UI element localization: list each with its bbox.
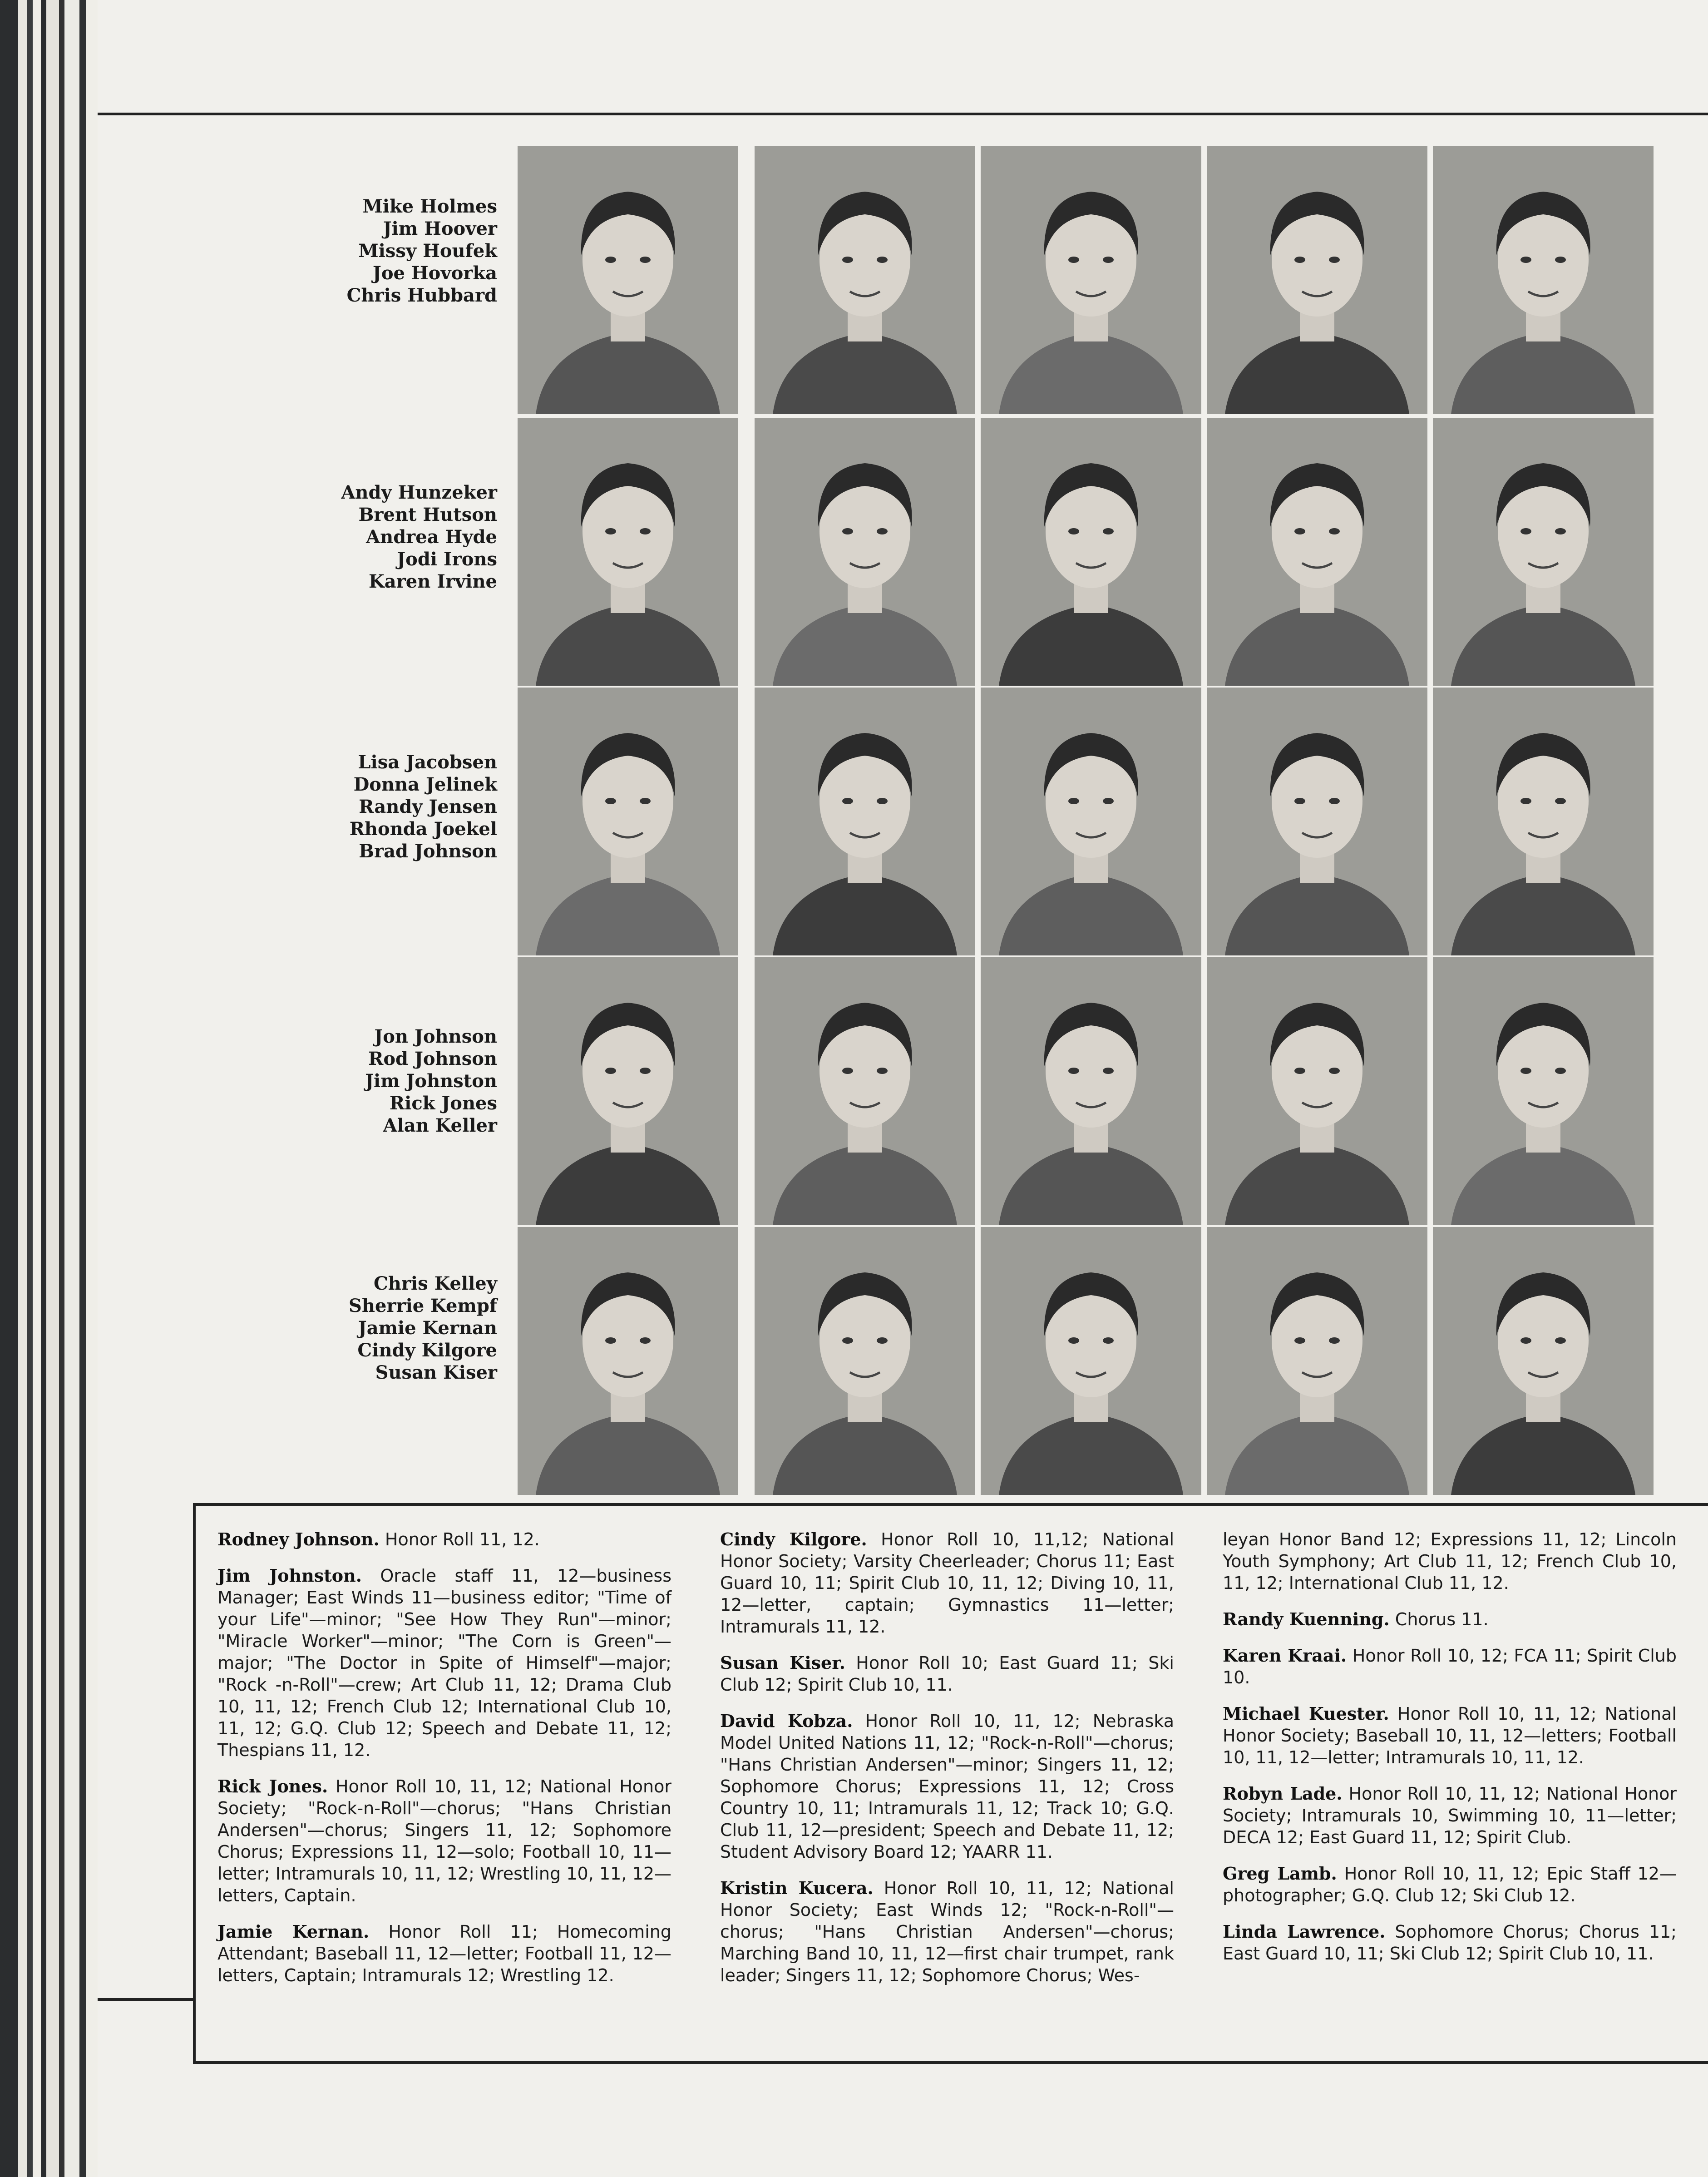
activity-entry bbox=[217, 1921, 671, 1986]
activity-student-name: David Kobza. bbox=[720, 1711, 853, 1731]
student-name: Joe Hovorka bbox=[372, 262, 497, 284]
student-name: Andy Hunzeker bbox=[341, 482, 497, 503]
row-names-2 bbox=[179, 481, 497, 593]
activity-student-name: Karen Kraai. bbox=[1223, 1645, 1347, 1666]
student-portrait bbox=[981, 957, 1201, 1225]
student-name: Brad Johnson bbox=[359, 841, 497, 862]
student-name: Jim Hoover bbox=[383, 218, 497, 239]
student-portrait bbox=[1433, 957, 1654, 1225]
activity-text: Honor Roll 10, 11, 12; National Honor Society; Baseball 10, 11, 12—letters; Football 10, 11, 12—letter; Intramurals 10, 11, 12. bbox=[1223, 1704, 1677, 1767]
student-portrait bbox=[1433, 146, 1654, 414]
student-name: Cindy Kilgore bbox=[357, 1340, 497, 1361]
activity-entry bbox=[1223, 1783, 1677, 1848]
activities-column-3 bbox=[1223, 1529, 1677, 1979]
activity-entry bbox=[1223, 1645, 1677, 1688]
student-name: Missy Houfek bbox=[358, 240, 497, 262]
activity-entry bbox=[217, 1529, 671, 1550]
student-name: Randy Jensen bbox=[359, 796, 497, 817]
student-name: Brent Hutson bbox=[358, 504, 497, 525]
activity-student-name: Robyn Lade. bbox=[1223, 1783, 1343, 1804]
student-name: Jim Johnston bbox=[365, 1070, 497, 1092]
bottom-left-rule bbox=[98, 1998, 193, 2001]
student-portrait bbox=[755, 418, 975, 686]
student-name: Rhonda Joekel bbox=[349, 818, 497, 840]
student-portrait bbox=[1433, 418, 1654, 686]
activity-entry bbox=[720, 1877, 1174, 1986]
activity-text: Chorus 11. bbox=[1389, 1609, 1489, 1629]
student-name: Rick Jones bbox=[389, 1093, 497, 1114]
activity-entry bbox=[720, 1529, 1174, 1638]
activity-text: Honor Roll 10; East Guard 11; Ski Club 12; Spirit Club 10, 11. bbox=[720, 1653, 1174, 1695]
student-name: Susan Kiser bbox=[375, 1362, 497, 1383]
activity-entry bbox=[1223, 1703, 1677, 1768]
activity-entry bbox=[217, 1565, 671, 1761]
student-portrait bbox=[981, 146, 1201, 414]
top-rule bbox=[98, 113, 1708, 115]
book-binding bbox=[0, 0, 98, 2177]
student-portrait bbox=[755, 957, 975, 1225]
student-name: Jodi Irons bbox=[397, 549, 497, 570]
activity-text: Sophomore Chorus; Chorus 11; East Guard 10, 11; Ski Club 12; Spirit Club 10, 11. bbox=[1223, 1922, 1677, 1964]
row-names-5 bbox=[179, 1272, 497, 1384]
activity-entry bbox=[720, 1710, 1174, 1863]
activity-text: Honor Roll 11; Homecoming Attendant; Baseball 11, 12—letter; Football 11, 12—letters, Captain; Intramurals 12; Wrestling 12. bbox=[217, 1922, 671, 1985]
student-name: Karen Irvine bbox=[369, 571, 497, 592]
activity-student-name: Randy Kuenning. bbox=[1223, 1609, 1390, 1629]
activity-student-name: Michael Kuester. bbox=[1223, 1703, 1389, 1724]
activity-entry bbox=[720, 1652, 1174, 1696]
activity-entry bbox=[1223, 1921, 1677, 1964]
student-name: Alan Keller bbox=[383, 1115, 497, 1136]
activity-text: Honor Roll 10, 11, 12; National Honor Society; Intramurals 10, Swimming 10, 11—letter; DECA 12; East Guard 11, 12; Spirit Club. bbox=[1223, 1784, 1677, 1847]
activity-text: Honor Roll 10, 11,12; National Honor Society; Varsity Cheerleader; Chorus 11; East Guard 10, 11; Spirit Club 10, 11, 12; Diving 10, 11, 12—letter, captain; Gymnastics 11—letter; Intramurals 11, 12. bbox=[720, 1529, 1174, 1637]
student-portrait bbox=[1207, 418, 1427, 686]
student-portrait bbox=[518, 688, 738, 955]
activity-student-name: Susan Kiser. bbox=[720, 1653, 845, 1673]
student-portrait bbox=[755, 146, 975, 414]
student-portrait bbox=[518, 418, 738, 686]
activity-text: Oracle staff 11, 12—business Manager; East Winds 11—business editor; "Time of your Life"—minor; "See How They Run"—minor; "Miracle Worker"—minor; "The Corn is Green"—major; "The Doctor in Spite of Himself"—major; "Rock -n-Roll"—crew; Art Club 11, 12; Drama Club 10, 11, 12; French Club 12; International Club 10, 11, 12; G.Q. Club 12; Speech and Debate 11, 12; Thespians 11, 12. bbox=[217, 1566, 671, 1760]
activity-text: Honor Roll 10, 11, 12; Epic Staff 12—photographer; G.Q. Club 12; Ski Club 12. bbox=[1223, 1864, 1677, 1905]
activity-text: Honor Roll 10, 11, 12; Nebraska Model United Nations 11, 12; "Rock-n-Roll"—chorus; "Hans Christian Andersen"—minor; Singers 11, 12; Sophomore Chorus; Expressions 11, 12; Cross Country 10, 11; Intramurals 11, 12; Track 10; G.Q. Club 11, 12—president; Speech and Debate 11, 12; Student Advisory Board 12; YAARR 11. bbox=[720, 1711, 1175, 1862]
activities-column-1 bbox=[217, 1529, 671, 2001]
activity-student-name: Linda Lawrence. bbox=[1223, 1921, 1386, 1942]
activity-student-name: Jamie Kernan. bbox=[217, 1921, 370, 1942]
student-portrait bbox=[518, 1227, 738, 1495]
activity-student-name: Rodney Johnson. bbox=[217, 1529, 380, 1549]
activity-text: Honor Roll 11, 12. bbox=[379, 1529, 540, 1549]
activity-entry bbox=[217, 1776, 671, 1906]
student-name: Lisa Jacobsen bbox=[358, 752, 497, 773]
student-portrait bbox=[981, 418, 1201, 686]
student-portrait bbox=[981, 1227, 1201, 1495]
activity-entry bbox=[1223, 1608, 1677, 1630]
student-name: Donna Jelinek bbox=[353, 774, 497, 795]
activity-text: Honor Roll 10, 12; FCA 11; Spirit Club 10. bbox=[1223, 1646, 1677, 1687]
student-portrait bbox=[981, 688, 1201, 955]
student-name: Rod Johnson bbox=[368, 1048, 497, 1069]
student-portrait bbox=[1207, 146, 1427, 414]
activity-entry bbox=[1223, 1529, 1677, 1594]
student-name: Chris Kelley bbox=[373, 1273, 497, 1294]
student-name: Chris Hubbard bbox=[346, 285, 497, 306]
activity-student-name: Kristin Kucera. bbox=[720, 1878, 874, 1898]
student-portrait bbox=[755, 688, 975, 955]
student-name: Andrea Hyde bbox=[366, 526, 497, 548]
row-names-4 bbox=[179, 1025, 497, 1137]
student-portrait bbox=[755, 1227, 975, 1495]
student-portrait bbox=[1433, 688, 1654, 955]
activity-student-name: Rick Jones. bbox=[217, 1776, 328, 1796]
student-name: Mike Holmes bbox=[362, 196, 497, 217]
activity-entry bbox=[1223, 1863, 1677, 1906]
activities-column-2 bbox=[720, 1529, 1174, 2001]
activity-student-name: Cindy Kilgore. bbox=[720, 1529, 867, 1549]
student-portrait bbox=[518, 146, 738, 414]
activities-box bbox=[193, 1503, 1708, 2064]
activity-student-name: Jim Johnston. bbox=[217, 1565, 362, 1586]
activity-text: leyan Honor Band 12; Expressions 11, 12; Lincoln Youth Symphony; Art Club 11, 12; French Club 10, 11, 12; International Club 11, 12. bbox=[1223, 1529, 1677, 1593]
activity-student-name: Greg Lamb. bbox=[1223, 1863, 1337, 1884]
student-name: Jon Johnson bbox=[374, 1026, 497, 1047]
activity-text: Honor Roll 10, 11, 12; National Honor Society; "Rock-n-Roll"—chorus; "Hans Christian Andersen"—chorus; Singers 11, 12; Sophomore Chorus; Expressions 11, 12—solo; Football 10, 11—letter; Intramurals 10, 11, 12; Wrestling 10, 11, 12—letters, Captain. bbox=[217, 1776, 671, 1905]
student-name: Sherrie Kempf bbox=[349, 1295, 497, 1316]
student-portrait bbox=[1207, 1227, 1427, 1495]
student-portrait bbox=[1433, 1227, 1654, 1495]
student-portrait bbox=[1207, 688, 1427, 955]
student-portrait bbox=[1207, 957, 1427, 1225]
row-names-3 bbox=[179, 751, 497, 862]
activity-text: Honor Roll 10, 11, 12; National Honor Society; East Winds 12; "Rock-n-Roll"—chorus; "Hans Christian Andersen"—chorus; Marching Band 10, 11, 12—first chair trumpet, rank leader; Singers 11, 12; Sophomore Chorus; Wes- bbox=[720, 1878, 1174, 1985]
student-name: Jamie Kernan bbox=[358, 1317, 497, 1339]
student-portrait bbox=[518, 957, 738, 1225]
row-names-1 bbox=[179, 195, 497, 307]
